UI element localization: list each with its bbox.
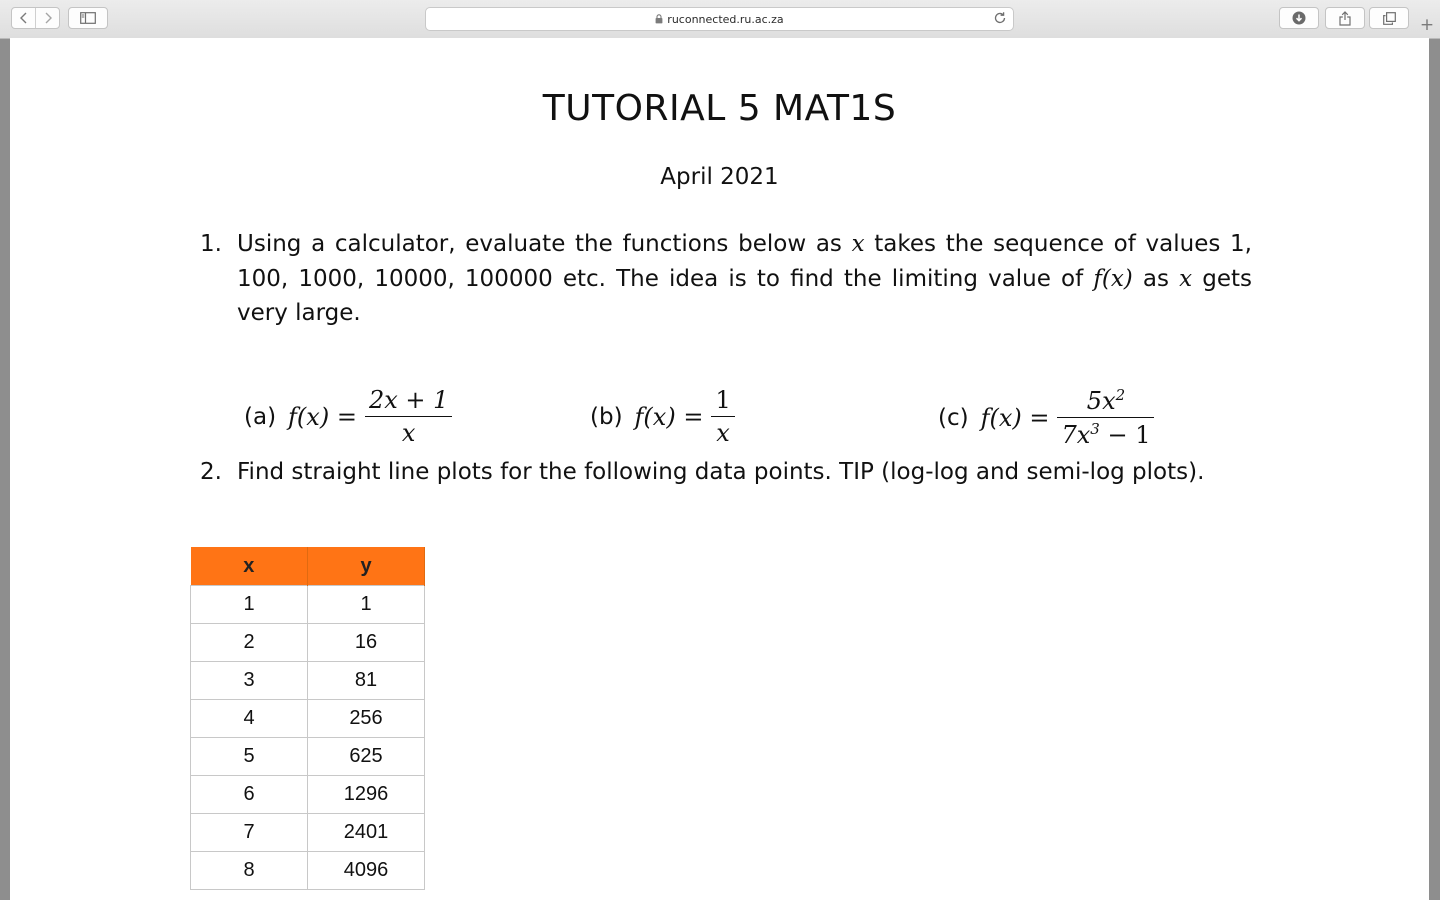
function-lhs: f(x) = (288, 402, 357, 431)
tabs-overview-button[interactable] (1369, 7, 1409, 29)
question-1-line: very large. (237, 300, 361, 326)
table-row (191, 700, 425, 738)
tabs-overview-icon (1383, 12, 1396, 25)
address-bar[interactable] (425, 7, 1014, 31)
text-segment: gets (1192, 265, 1252, 292)
browser-toolbar (0, 0, 1440, 39)
question-1-part-c (938, 386, 1154, 449)
url-text: ruconnected.ru.ac.za (667, 12, 784, 26)
numerator-base: 5x (1086, 387, 1116, 415)
question-1-line (237, 262, 1252, 297)
part-label: (c) (938, 404, 969, 431)
lock-icon (655, 14, 663, 24)
fraction (365, 386, 452, 447)
text-segment: takes the sequence of values 1, (864, 231, 1252, 257)
question-number: 1. (200, 231, 222, 257)
document-page (10, 38, 1429, 900)
question-2-text: Find straight line plots for the following data points. TIP (log-log and semi-log plots). (237, 459, 1205, 485)
function-lhs: f(x) = (634, 402, 704, 431)
cell-y: 625 (308, 738, 425, 776)
question-1-part-a (244, 386, 452, 447)
nav-buttons (11, 7, 60, 29)
table-row (191, 776, 425, 814)
sidebar-icon (80, 12, 96, 24)
numerator-exponent: 2 (1115, 386, 1126, 404)
cell-x: 5 (191, 738, 308, 776)
math-expression: f(x) (1093, 265, 1133, 292)
denominator-base: 7x (1061, 421, 1091, 449)
text-segment: Using a calculator, evaluate the functions below as (237, 231, 852, 257)
column-header-y: y (308, 547, 425, 586)
text-segment: as (1132, 265, 1180, 292)
cell-x: 2 (191, 624, 308, 662)
question-1-part-b (590, 386, 735, 447)
denominator (1057, 418, 1154, 449)
numerator (1083, 386, 1129, 417)
fraction (1057, 386, 1154, 449)
table-row (191, 586, 425, 624)
text-segment: 100, 1000, 10000, 100000 etc. The idea is to find the limiting value of (237, 265, 1094, 292)
question-number: 2. (200, 459, 222, 485)
function-lhs: f(x) = (980, 403, 1050, 432)
chevron-right-icon (44, 12, 52, 24)
cell-x: 7 (191, 814, 308, 852)
cell-y: 16 (308, 624, 425, 662)
cell-x: 8 (191, 852, 308, 890)
part-label: (b) (590, 403, 623, 430)
denominator: x (716, 419, 730, 447)
table-row (191, 738, 425, 776)
share-button[interactable] (1325, 7, 1365, 29)
cell-x: 6 (191, 776, 308, 814)
page-title: TUTORIAL 5 MAT1S (542, 88, 897, 129)
reload-icon (993, 11, 1007, 25)
back-button[interactable] (12, 8, 36, 28)
numerator: 2x + 1 (368, 386, 449, 414)
cell-y: 1296 (308, 776, 425, 814)
new-tab-button[interactable]: + (1419, 15, 1435, 35)
downloads-button[interactable] (1279, 7, 1319, 29)
cell-x: 4 (191, 700, 308, 738)
math-variable: x (851, 231, 865, 257)
cell-y: 256 (308, 700, 425, 738)
reload-button[interactable] (993, 11, 1007, 28)
table-header-row (191, 547, 425, 586)
fraction (711, 386, 734, 447)
document-date: April 2021 (660, 164, 779, 190)
question-1-text (237, 227, 1252, 331)
column-header-x: x (191, 547, 308, 586)
share-icon (1339, 11, 1351, 26)
table-body (191, 586, 425, 890)
denominator-tail: − 1 (1099, 421, 1151, 449)
question-1-line (237, 227, 1252, 262)
table-row (191, 852, 425, 890)
denominator-exponent: 3 (1090, 420, 1100, 438)
chevron-left-icon (20, 12, 28, 24)
cell-x: 1 (191, 586, 308, 624)
forward-button[interactable] (36, 8, 59, 28)
table-row (191, 814, 425, 852)
cell-y: 2401 (308, 814, 425, 852)
part-label: (a) (244, 403, 277, 430)
cell-y: 1 (308, 586, 425, 624)
cell-y: 81 (308, 662, 425, 700)
denominator: x (401, 419, 416, 447)
math-variable: x (1179, 265, 1193, 292)
cell-x: 3 (191, 662, 308, 700)
table-row (191, 624, 425, 662)
download-icon (1292, 11, 1306, 25)
numerator: 1 (715, 386, 731, 414)
cell-y: 4096 (308, 852, 425, 890)
table-row (191, 662, 425, 700)
data-points-table (190, 547, 425, 890)
sidebar-button[interactable] (68, 7, 108, 29)
